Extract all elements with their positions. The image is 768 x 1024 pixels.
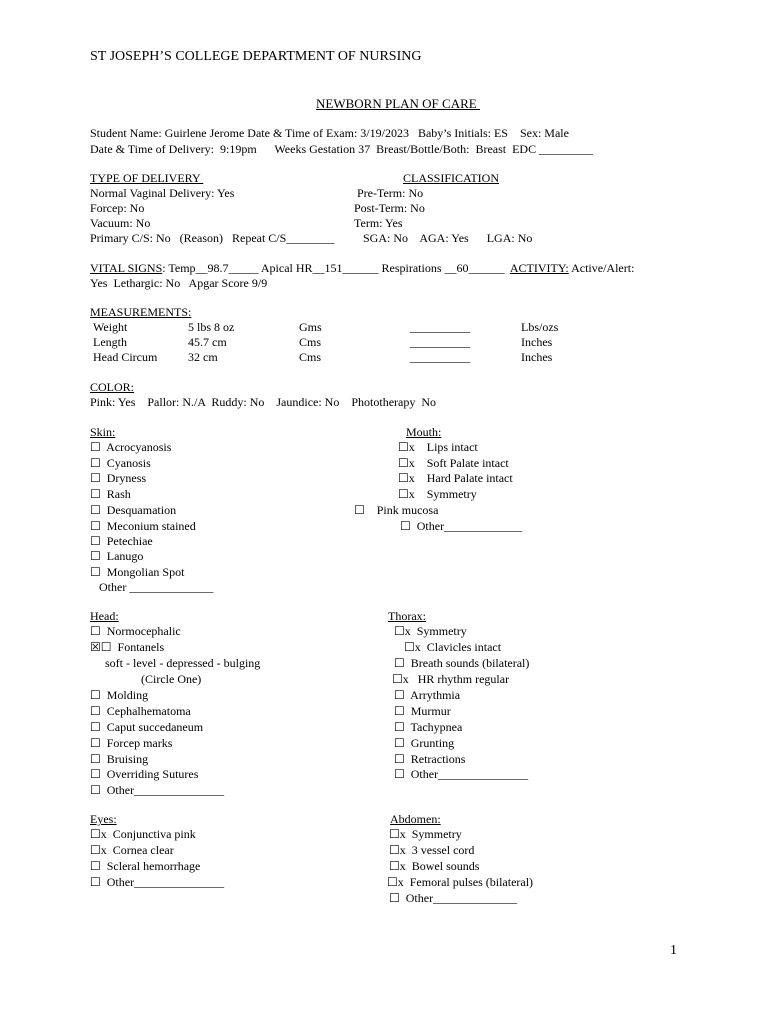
skin-item[interactable]: ☐ Petechiae <box>90 534 153 548</box>
abdomen-other[interactable]: ☐ Other______________ <box>389 891 518 905</box>
fontanel-options: soft - level - depressed - bulging <box>90 656 261 670</box>
thorax-item[interactable]: ☐ Breath sounds (bilateral) <box>394 656 530 670</box>
head-item[interactable]: ☐ Forcep marks <box>90 736 173 750</box>
skin-item[interactable]: ☐ Cyanosis <box>90 456 151 470</box>
thorax-other[interactable]: ☐ Other_______________ <box>394 767 529 781</box>
eyes-item[interactable]: ☐x Conjunctiva pink <box>90 827 196 841</box>
head-heading: Head: <box>90 609 119 623</box>
eyes-other[interactable]: ☐ Other_______________ <box>90 875 225 889</box>
head-item[interactable]: ☐ Overriding Sutures <box>90 767 199 781</box>
classification-item: Term: Yes <box>354 216 403 230</box>
abdomen-heading: Abdomen: <box>390 812 441 826</box>
vitals-line-1 <box>90 261 634 276</box>
measurements-heading: MEASUREMENTS: <box>90 305 192 319</box>
head-item[interactable]: ☐ Bruising <box>90 752 149 766</box>
measurement-unit-2: Inches <box>521 335 553 349</box>
thorax-item[interactable]: ☐ Arrythmia <box>394 688 461 702</box>
skin-item[interactable]: ☐ Mongolian Spot <box>90 565 185 579</box>
mouth-item[interactable]: ☐ Pink mucosa <box>354 503 439 517</box>
eyes-item[interactable]: ☐x Cornea clear <box>90 843 174 857</box>
head-item[interactable]: ☒☐ Fontanels <box>90 640 165 654</box>
measurement-unit: Cms <box>299 335 322 349</box>
head-item[interactable]: ☐ Normocephalic <box>90 624 181 638</box>
college-name: ST JOSEPH’S COLLEGE DEPARTMENT OF NURSING <box>90 49 422 64</box>
delivery-item: Normal Vaginal Delivery: Yes <box>90 186 235 200</box>
mouth-heading: Mouth: <box>406 425 442 439</box>
mouth-item[interactable]: ☐x Soft Palate intact <box>398 456 509 470</box>
thorax-item[interactable]: ☐x Symmetry <box>394 624 467 638</box>
color-heading: COLOR: <box>90 380 135 394</box>
skin-item[interactable]: ☐ Acrocyanosis <box>90 440 172 454</box>
classification-heading: CLASSIFICATION <box>403 171 500 185</box>
student-info-line-1: Student Name: Guirlene Jerome Date & Time of Exam: 3/19/2023 Baby’s Initials: ES Sex: Male <box>90 126 569 140</box>
mouth-other[interactable]: ☐ Other_____________ <box>400 519 523 533</box>
classification-item: Post-Term: No <box>354 201 425 215</box>
eyes-heading: Eyes: <box>90 812 117 826</box>
student-info-line-2: Date & Time of Delivery: 9:19pm Weeks Gestation 37 Breast/Bottle/Both: Breast EDC _________ <box>90 142 594 156</box>
measurement-blank: __________ <box>410 335 470 349</box>
measurement-label: Length <box>93 335 127 349</box>
thorax-item[interactable]: ☐ Tachypnea <box>394 720 463 734</box>
mouth-item[interactable]: ☐x Symmetry <box>398 487 477 501</box>
abdomen-item[interactable]: ☐x Femoral pulses (bilateral) <box>387 875 534 889</box>
delivery-item: Primary C/S: No (Reason) Repeat C/S________ <box>90 231 335 245</box>
vitals-line-2: Yes Lethargic: No Apgar Score 9/9 <box>90 276 268 290</box>
skin-item[interactable]: ☐ Desquamation <box>90 503 177 517</box>
skin-item[interactable]: ☐ Lanugo <box>90 549 144 563</box>
mouth-item[interactable]: ☐x Lips intact <box>398 440 478 454</box>
thorax-item[interactable]: ☐x Clavicles intact <box>404 640 502 654</box>
delivery-item: Vacuum: No <box>90 216 151 230</box>
skin-item[interactable]: ☐ Meconium stained <box>90 519 196 533</box>
skin-item[interactable]: ☐ Rash <box>90 487 131 501</box>
measurement-blank: __________ <box>410 350 470 364</box>
measurement-label: Weight <box>93 320 128 334</box>
measurement-value: 5 lbs 8 oz <box>188 320 235 334</box>
skin-item[interactable]: ☐ Dryness <box>90 471 147 485</box>
head-item[interactable]: ☐ Cephalhematoma <box>90 704 191 718</box>
abdomen-item[interactable]: ☐x 3 vessel cord <box>389 843 475 857</box>
vitals-heading: VITAL SIGNS <box>90 261 163 275</box>
color-line: Pink: Yes Pallor: N./A Ruddy: No Jaundice: No Phototherapy No <box>90 395 437 409</box>
measurement-label: Head Circum <box>93 350 158 364</box>
skin-heading: Skin: <box>90 425 116 439</box>
activity-heading: ACTIVITY: <box>509 261 569 275</box>
measurement-unit: Gms <box>299 320 322 334</box>
thorax-item[interactable]: ☐x HR rhythm regular <box>392 672 510 686</box>
abdomen-item[interactable]: ☐x Bowel sounds <box>389 859 480 873</box>
measurement-value: 32 cm <box>188 350 218 364</box>
eyes-item[interactable]: ☐ Scleral hemorrhage <box>90 859 201 873</box>
classification-item: Pre-Term: No <box>354 186 424 200</box>
head-item[interactable]: ☐ Caput succedaneum <box>90 720 204 734</box>
thorax-item[interactable]: ☐ Retractions <box>394 752 466 766</box>
vitals-values: : Temp__98.7_____ Apical HR__151______ Respirations __60______ <box>162 261 510 275</box>
skin-other[interactable]: Other ______________ <box>90 580 214 594</box>
head-other[interactable]: ☐ Other_______________ <box>90 783 225 797</box>
classification-item: SGA: No AGA: Yes LGA: No <box>354 231 533 245</box>
page-number: 1 <box>670 943 677 958</box>
abdomen-item[interactable]: ☐x Symmetry <box>389 827 462 841</box>
thorax-item[interactable]: ☐ Grunting <box>394 736 455 750</box>
delivery-heading: TYPE OF DELIVERY <box>90 171 204 185</box>
measurement-unit-2: Inches <box>521 350 553 364</box>
measurement-unit-2: Lbs/ozs <box>521 320 559 334</box>
page-title: NEWBORN PLAN OF CARE <box>316 96 480 111</box>
head-item[interactable]: ☐ Molding <box>90 688 149 702</box>
thorax-heading: Thorax: <box>388 609 426 623</box>
fontanel-hint: (Circle One) <box>90 672 202 686</box>
measurement-blank: __________ <box>410 320 470 334</box>
measurement-unit: Cms <box>299 350 322 364</box>
thorax-item[interactable]: ☐ Murmur <box>394 704 451 718</box>
delivery-item: Forcep: No <box>90 201 145 215</box>
mouth-item[interactable]: ☐x Hard Palate intact <box>398 471 513 485</box>
measurement-value: 45.7 cm <box>188 335 227 349</box>
activity-value: Active/Alert: <box>568 261 635 275</box>
